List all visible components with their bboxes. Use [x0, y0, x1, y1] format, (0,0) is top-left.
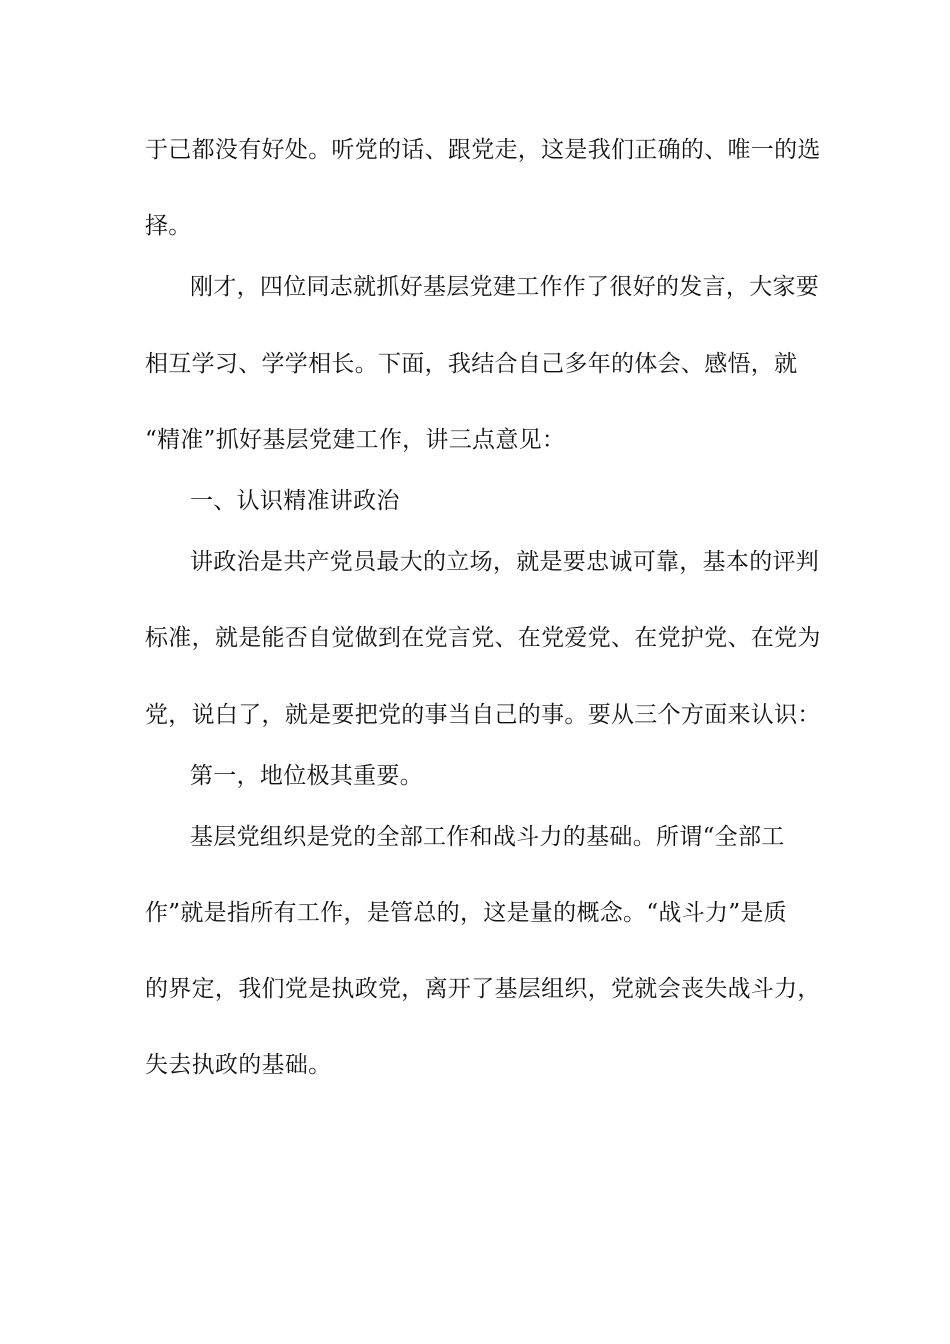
text-line: 基层党组织是党的全部工作和战斗力的基础。所谓“全部工 — [190, 824, 785, 850]
text-line: 讲政治是共产党员最大的立场，就是要忠诚可靠，基本的评判 — [190, 549, 820, 575]
section-heading: 一、认识精准讲政治 — [190, 488, 400, 514]
text-line: “精准”抓好基层党建工作，讲三点意见： — [145, 427, 566, 453]
subheading: 第一，地位极其重要。 — [190, 763, 423, 789]
text-line: 党，说白了，就是要把党的事当自己的事。要从三个方面来认识： — [145, 702, 821, 728]
text-line: 择。 — [145, 213, 192, 239]
text-line: 刚才，四位同志就抓好基层党建工作作了很好的发言，大家要 — [190, 274, 820, 300]
text-line: 标准，就是能否自觉做到在党言党、在党爱党、在党护党、在党为 — [145, 625, 821, 651]
text-line: 的界定，我们党是执政党，离开了基层组织，党就会丧失战斗力， — [145, 976, 821, 1002]
text-line: 失去执政的基础。 — [145, 1052, 332, 1078]
text-line: 作”就是指所有工作，是管总的，这是量的概念。“战斗力”是质 — [145, 900, 787, 926]
text-line: 相互学习、学学相长。下面，我结合自己多年的体会、感悟，就 — [145, 351, 798, 377]
text-line: 于己都没有好处。听党的话、跟党走，这是我们正确的、唯一的选 — [145, 137, 821, 163]
